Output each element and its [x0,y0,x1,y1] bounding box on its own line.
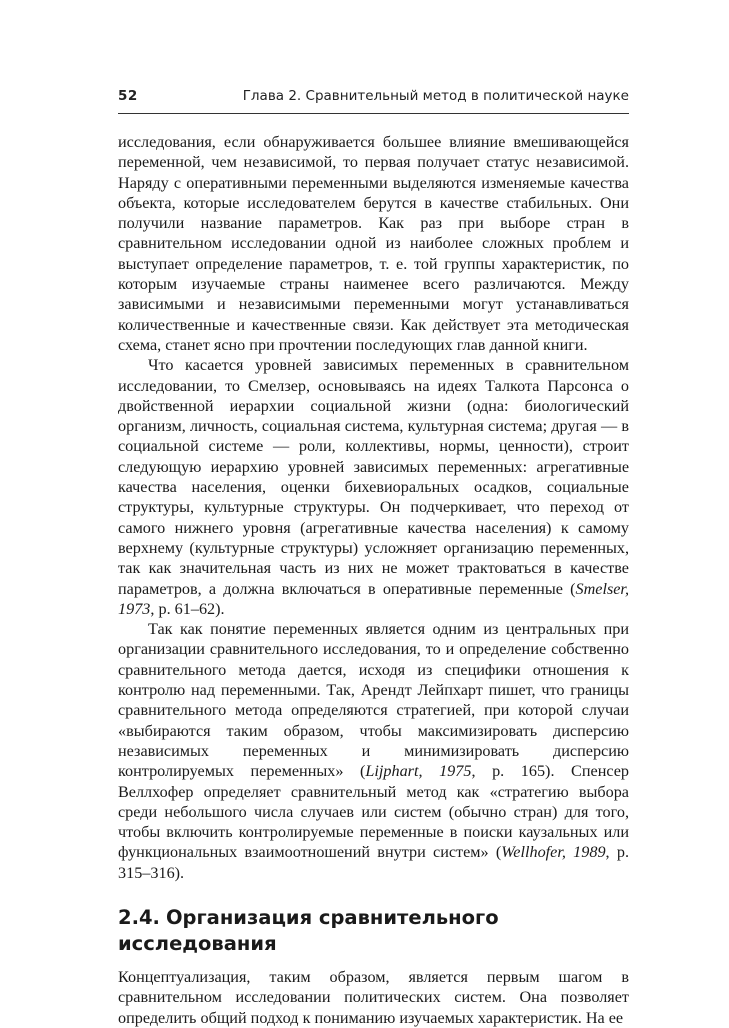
section-heading [118,905,629,957]
citation-lijphart: Lijphart, 1975 [365,762,472,781]
page-body [118,132,629,1028]
paragraph-4: Концептуализация, таким образом, является первым шагом в сравнительном исследовании политических систем. Она позволяет определить общий подход к пониманию изучаемых характеристик. На ее [118,967,629,1027]
page-number: 52 [118,88,138,104]
paragraph-1: исследования, если обнаруживается большее влияние вмешивающейся переменной, чем независимой, то первая получает статус независимой. Наряду с оперативными переменными выделяются изменяемые качества объекта, которые исследователем берутся в качестве стабильных. Они получили название параметров. Как раз при выборе стран в сравнительном исследовании одной из наиболее сложных проблем и выступает определение параметров, т. е. той группы характеристик, по которым изучаемые страны наименее всего различаются. Между зависимыми и независимыми переменными могут устанавливаться количественные и качественные связи. Как действует эта методическая схема, станет ясно при прочтении последующих глав данной книги. [118,133,629,354]
paragraph-3: Так как понятие переменных является одним из центральных при организации сравнительного исследования, то и определение собственно сравнительного метода дается, исходя из специфики отношения к контролю над переменными. Так, Арендт Лейпхарт пишет, что границы сравнительного метода определяются стратегией, при которой случаи «выбираются таким образом, чтобы максимизировать дисперсию независимых переменных и минимизировать дисперсию контролируемых переменных» (Lijphart, 1975, p. 165). Спенсер Веллхофер определяет сравнительный метод как «стратегию выбора среди небольшого числа случаев или систем (обычно стран) для того, чтобы включить контролируемые переменные в поиски каузальных или функциональных взаимоотношений внутри систем» (Wellhofer, 1989, p. 315–316). [118,620,630,882]
section-title: Организация сравнительного исследования [118,905,499,955]
citation-smelser: Smelser, 1973 [118,579,629,618]
header-rule [118,113,629,114]
paragraph-2: Что касается уровней зависимых переменных в сравнительном исследовании, то Смелзер, основываясь на идеях Талкота Парсонса о двойственной иерархии социальной жизни (одна: биологический организм, личность, социальная система, культурная система; другая — в социальной системе — роли, коллективы, нормы, ценности), строит следующую иерархию уровней зависимых переменных: агрегативные качества населения, оценки бихевиоральных осадков, социальные структуры, культурные структуры. Он подчеркивает, что переход от самого нижнего уровня (агрегативные качества населения) к самому верхнему (культурные структуры) усложняет организацию переменных, так как значительная часть из них не может трактоваться в качестве параметров, а должна включаться в оперативные переменные (Smelser, 1973, p. 61–62). [118,356,629,618]
citation-wellhofer: Wellhofer, 1989 [501,843,606,862]
section-number: 2.4. [118,905,160,929]
running-header [118,88,629,104]
chapter-title: Глава 2. Сравнительный метод в политической науке [242,88,629,104]
